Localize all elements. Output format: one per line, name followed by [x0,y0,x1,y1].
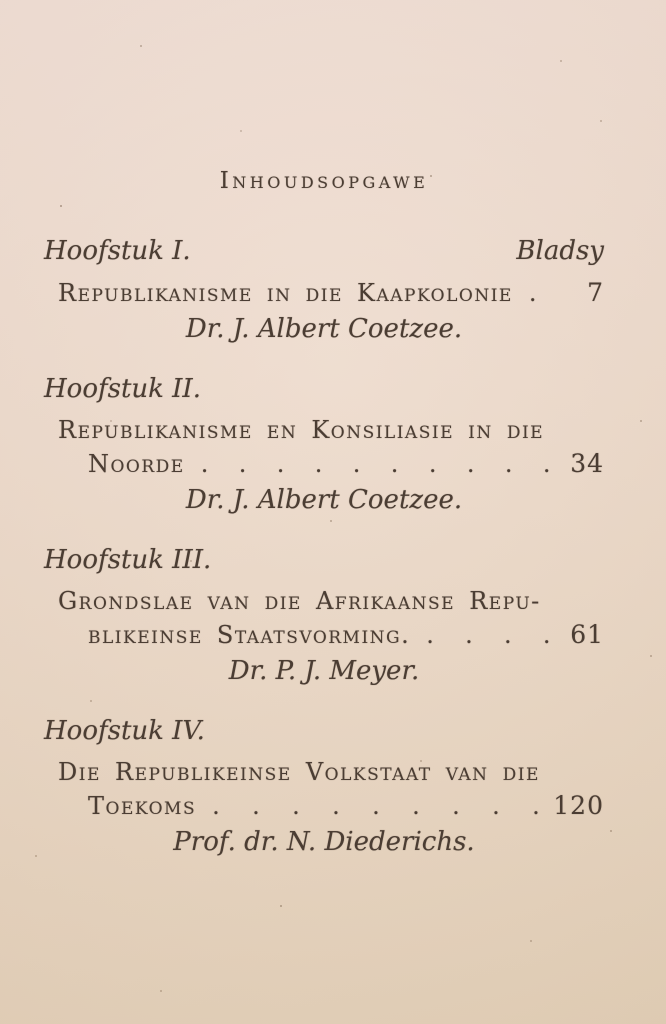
chapter-author: Dr. P. J. Meyer. [228,656,420,686]
leader-dot: . [504,450,514,478]
leader-dot: . [352,450,362,478]
leader-dot: . [428,450,438,478]
page-number: 61 [570,620,604,649]
toc-line [58,585,604,618]
chapter-title-lines [44,585,604,652]
leader-dot: . [252,792,262,820]
chapter-title-text: Grondslae van die Afrikaanse Repu- [58,587,541,615]
leader-dot: . [276,450,286,478]
dot-leader [212,790,541,823]
chapter-author: Dr. J. Albert Coetzee. [185,485,463,515]
page-number: 120 [553,791,604,820]
chapter-title-lines [44,756,604,823]
toc-line [58,276,604,310]
leader-dot: . [532,792,542,820]
dot-leader [201,448,552,481]
chapter-title-text: Republikanisme en Konsiliasie in die [58,416,545,444]
page-column-label: Bladsy [516,236,604,266]
dot-leader [529,277,552,310]
leader-dot: . [452,792,462,820]
chapter-heading-row [44,543,604,577]
toc-chapter [44,234,604,346]
chapter-title-text: Toekoms [88,792,197,820]
chapter-title-text: Noorde [88,450,185,478]
chapter-title-text: blikeinse Staatsvorming. [88,621,411,649]
chapter-title-lines [44,414,604,481]
page-number: 34 [570,449,604,478]
toc-chapter [44,372,604,517]
chapter-heading: Hoofstuk IV. [44,716,205,746]
leader-dot: . [466,450,476,478]
toc-line [88,447,604,481]
chapter-title-lines [44,276,604,310]
toc-line [58,756,604,789]
chapter-heading: Hoofstuk I. [44,236,191,266]
toc-line [58,414,604,447]
leader-dot: . [528,279,538,307]
chapter-heading: Hoofstuk III. [44,545,212,575]
toc-line [88,789,604,823]
table-of-contents [44,234,604,859]
leader-dot: . [212,792,222,820]
leader-dot: . [332,792,342,820]
leader-dot: . [503,621,514,649]
chapter-title-text: Republikanisme in die Kaapkolonie [58,279,513,307]
dot-leader [426,619,552,652]
leader-dot: . [542,450,552,478]
leader-dot: . [200,450,210,478]
page-number: 7 [587,278,604,307]
leader-dot: . [314,450,324,478]
leader-dot: . [390,450,400,478]
toc-line [88,618,604,652]
chapter-heading-row [44,372,604,406]
leader-dot: . [292,792,302,820]
leader-dot: . [426,621,436,649]
leader-dot: . [412,792,422,820]
leader-dot: . [238,450,248,478]
chapter-author: Dr. J. Albert Coetzee. [185,314,463,344]
chapter-heading: Hoofstuk II. [44,374,201,404]
leader-dot: . [542,621,552,649]
toc-chapter [44,714,604,859]
chapter-heading-row [44,234,604,268]
paper-texture [0,0,2,2]
chapter-author: Prof. dr. N. Diederichs. [173,827,475,857]
chapter-heading-row [44,714,604,748]
leader-dot: . [492,792,502,820]
toc-chapter [44,543,604,688]
leader-dot: . [372,792,382,820]
chapter-title-text: Die Republikeinse Volkstaat van die [58,758,540,786]
leader-dot: . [465,621,475,649]
page-title: Inhoudsopgawe [219,168,429,194]
